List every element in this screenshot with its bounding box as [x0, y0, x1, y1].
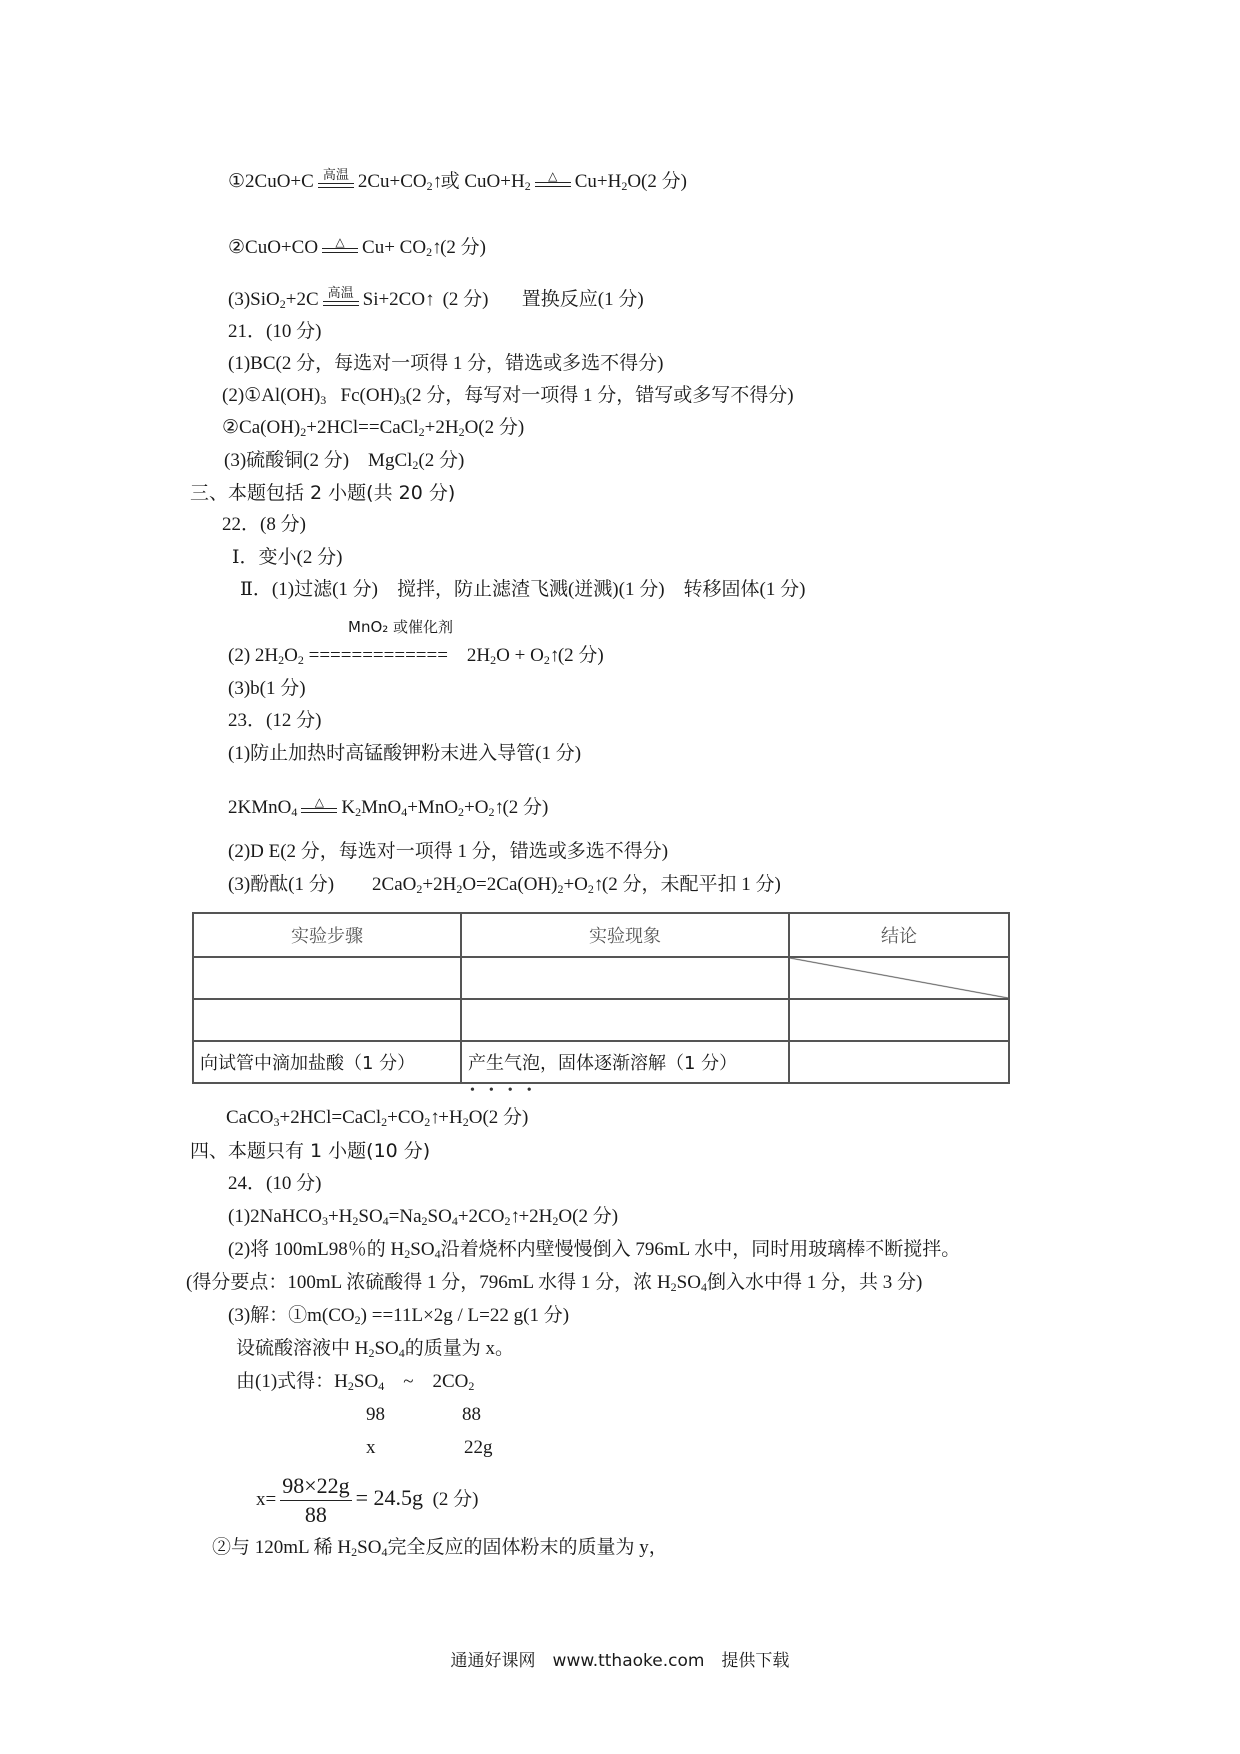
table-cell [193, 957, 461, 999]
q24-title: 24．(10 分) [228, 1173, 322, 1194]
table-cell [461, 957, 789, 999]
q22-title: 22．(8 分) [222, 514, 306, 535]
ratio-98: 98 [366, 1404, 385, 1425]
table-cell-step: 向试管中滴加盐酸（1 分） [193, 1041, 461, 1083]
q24-part3: (3)解：$①m(CO_2) ==11L\times 2g / L=22$ g(1 分) [228, 1305, 570, 1327]
q22-part2: Ⅱ．(1)过滤(1 分) 搅拌，防止滤渣飞溅(迸溅)(1 分) 转移固体(1 分) [240, 579, 806, 600]
ratio-22g: 22g [464, 1437, 493, 1458]
section-3-heading: 三、本题包括 2 小题(共 20 分) [190, 482, 456, 504]
fraction-denominator: 88 [304, 1502, 327, 1528]
q23-equation: 2KMnO$_4$ △ $K_2MnO_4+MnO_2+O_2↑(2$ 分) [228, 795, 549, 819]
q23-part1: (1)防止加热时高锰酸钾粉末进入导管(1 分) [228, 743, 582, 764]
table-cell [789, 999, 1009, 1041]
table-row [193, 957, 1009, 999]
equation-line-2: ②CuO+CO △ $Cu+ CO_2↑(2$ 分) [228, 235, 486, 259]
equation-line-3: (3)SiO$_2$+2C 高温 Si+2CO↑ (2 分) 置换反应(1 分) [228, 286, 644, 311]
table-cell-phenomenon: 产生气泡，固体逐渐溶解（1 分） [461, 1041, 789, 1083]
fraction-numerator: 98×22g [280, 1472, 351, 1501]
q21-part2-eq: $②Ca(OH)_2+2HCl==CaCl_2+2H_2O(2$ 分) [222, 417, 525, 439]
q22-equation: (2) $2H_2O_2$ ============= $2H_2O$ + $O_2↑(2$ 分) [228, 645, 604, 667]
q23-part3: (3)酚酞(1 分) $2CaO_2+2H_2O=2Ca(OH)_2+O_2↑(2$ 分，未配平扣 1 分) [228, 874, 781, 896]
table-header-steps: 实验步骤 [193, 913, 461, 957]
table-header-phenomena: 实验现象 [461, 913, 789, 957]
table-cell-diagonal [789, 957, 1009, 999]
q21-part2: $(2)①Al(OH)_3$ $Fc(OH)_3(2$ 分，每写对一项得 1 分，错写或多写不得分) [222, 385, 794, 407]
q22-part3: (3)b(1 分) [228, 678, 306, 699]
caco3-equation: $CaCO_3+2HCl=CaCl_2+CO_2↑+H_2O(2$ 分) [226, 1107, 529, 1129]
experiment-table [192, 912, 1010, 1084]
equation-line-1: ①2CuO+C 高温 $2Cu+CO_2↑$或 $CuO+H_2$ △ $Cu+H_2O(2$ 分) [228, 168, 687, 193]
q22-part1: Ⅰ．变小(2 分) [232, 547, 343, 568]
q22-catalyst-label: MnO₂ 或催化剂 [348, 618, 454, 636]
q24-part2: (2)将 100mL98％的 $H_2SO_4$沿着烧杯内壁慢慢倒入 796mL 水中，同时用玻璃棒不断搅拌。 [228, 1239, 961, 1261]
x-calculation: x= $\frac{98\times 22g}{88}$ = 24.5g (2 分) [256, 1473, 479, 1528]
table-row [193, 1041, 1009, 1083]
q24-assumption: 设硫酸溶液中 $H_2SO_4$的质量为 x。 [236, 1338, 515, 1360]
emphasis-dots: •••• [470, 1083, 546, 1098]
q24-ratio: 由(1)式得：$H_2SO_4$ ~ $2CO_2$ [236, 1371, 475, 1393]
table-row [193, 999, 1009, 1041]
q24-part1: $(1)2NaHCO_3+H_2SO_4=Na_2SO_4+2CO_2↑+2H_2O(2$ 分) [228, 1206, 619, 1228]
q23-title: 23．(12 分) [228, 710, 322, 731]
q21-part3: (3)硫酸铜(2 分) MgCl$_2$(2 分) [224, 450, 465, 472]
q21-title: 21．(10 分) [228, 321, 322, 342]
table-header-row [193, 913, 1009, 957]
ratio-88: 88 [462, 1404, 481, 1425]
table-cell [193, 999, 461, 1041]
q24-scoring-note: (得分要点：100mL 浓硫酸得 1 分，796mL 水得 1 分，浓 $H_2SO_4$倒入水中得 1 分，共 3 分) [186, 1272, 923, 1294]
table-cell [789, 1041, 1009, 1083]
q23-part2: (2)D E(2 分，每选对一项得 1 分，错选或多选不得分) [228, 841, 669, 862]
q21-part1: (1)BC(2 分，每选对一项得 1 分，错选或多选不得分) [228, 353, 664, 374]
ratio-x: x [366, 1437, 376, 1458]
q24-part3-step2: ②与 120mL 稀 $H_2SO_4$完全反应的固体粉末的质量为 y， [212, 1537, 668, 1559]
section-4-heading: 四、本题只有 1 小题(10 分) [190, 1140, 431, 1162]
footer-source: 通通好课网 www.tthaoke.com 提供下载 [450, 1651, 790, 1671]
table-header-conclusion: 结论 [789, 913, 1009, 957]
table-cell [461, 999, 789, 1041]
